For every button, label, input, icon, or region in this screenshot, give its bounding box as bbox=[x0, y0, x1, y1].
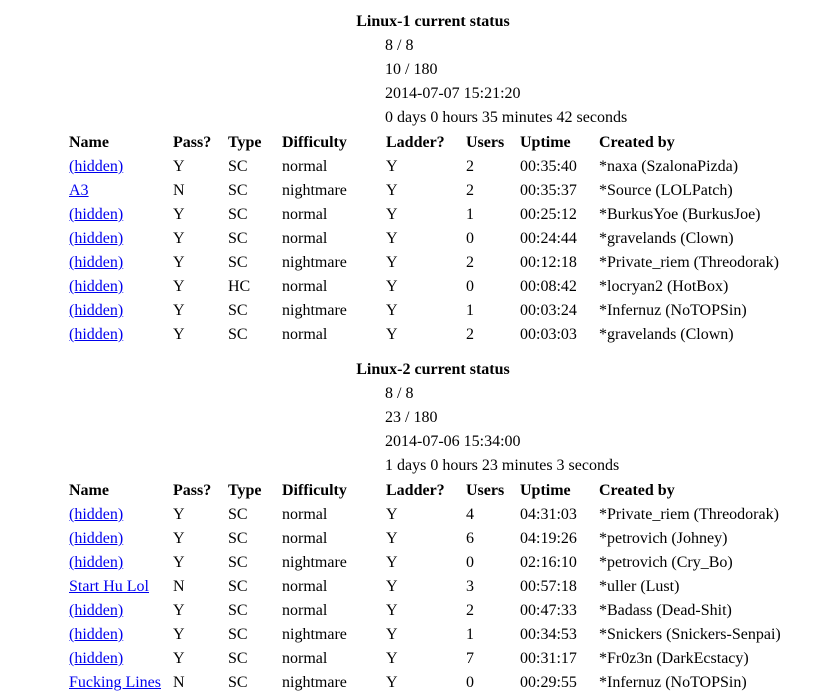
cell-type: SC bbox=[228, 530, 248, 547]
table-row bbox=[66, 647, 781, 671]
users-value: 23 / 180 bbox=[385, 409, 438, 426]
game-name-link[interactable]: (hidden) bbox=[69, 530, 124, 547]
cell-pass: Y bbox=[173, 626, 185, 643]
cell-type: SC bbox=[228, 158, 248, 175]
column-header-difficulty: Difficulty bbox=[282, 482, 347, 499]
cell-difficulty: nightmare bbox=[282, 626, 347, 643]
cell-ladder: Y bbox=[386, 254, 398, 271]
cell-pass: Y bbox=[173, 230, 185, 247]
cell-difficulty: nightmare bbox=[282, 302, 347, 319]
cell-created-by: *gravelands (Clown) bbox=[599, 326, 734, 343]
cell-pass: Y bbox=[173, 254, 185, 271]
cell-name bbox=[66, 299, 170, 323]
cell-pass: N bbox=[173, 578, 185, 595]
cell-created-by: *BurkusYoe (BurkusJoe) bbox=[599, 206, 761, 223]
cell-ladder: Y bbox=[386, 182, 398, 199]
cell-difficulty: nightmare bbox=[282, 674, 347, 691]
cell-ladder: Y bbox=[386, 650, 398, 667]
cell-type: SC bbox=[228, 182, 248, 199]
cell-type: SC bbox=[228, 602, 248, 619]
column-header-type: Type bbox=[228, 134, 262, 151]
cell-pass: Y bbox=[173, 158, 185, 175]
cell-type: SC bbox=[228, 254, 248, 271]
table-header-row bbox=[66, 479, 781, 503]
cell-type: SC bbox=[228, 626, 248, 643]
cell-uptime: 00:47:33 bbox=[520, 602, 577, 619]
cell-created-by: *Badass (Dead-Shit) bbox=[599, 602, 732, 619]
column-header-name: Name bbox=[69, 134, 109, 151]
cell-name bbox=[66, 647, 170, 671]
cell-created-by: *Source (LOLPatch) bbox=[599, 182, 733, 199]
table-row bbox=[66, 599, 781, 623]
cell-ladder: Y bbox=[386, 506, 398, 523]
online-since-value: 2014-07-07 15:21:20 bbox=[385, 85, 521, 102]
game-name-link[interactable]: (hidden) bbox=[69, 302, 124, 319]
cell-name bbox=[66, 599, 170, 623]
cell-type: SC bbox=[228, 650, 248, 667]
cell-created-by: *Private_riem (Threodorak) bbox=[599, 506, 779, 523]
cell-ladder: Y bbox=[386, 554, 398, 571]
cell-pass: Y bbox=[173, 602, 185, 619]
cell-created-by: *Fr0z3n (DarkEcstacy) bbox=[599, 650, 749, 667]
uptime-value: 1 days 0 hours 23 minutes 3 seconds bbox=[385, 457, 620, 474]
cell-uptime: 02:16:10 bbox=[520, 554, 577, 571]
cell-users: 1 bbox=[466, 302, 474, 319]
cell-ladder: Y bbox=[386, 674, 398, 691]
table-header-row bbox=[66, 131, 779, 155]
table-row bbox=[66, 503, 781, 527]
game-name-link[interactable]: (hidden) bbox=[69, 206, 124, 223]
cell-users: 3 bbox=[466, 578, 474, 595]
column-header-created-by: Created by bbox=[599, 482, 675, 499]
game-name-link[interactable]: Start Hu Lol bbox=[69, 578, 149, 595]
table-row bbox=[66, 155, 779, 179]
users-value: 10 / 180 bbox=[385, 61, 438, 78]
cell-users: 2 bbox=[466, 182, 474, 199]
cell-difficulty: normal bbox=[282, 230, 328, 247]
cell-pass: Y bbox=[173, 326, 185, 343]
cell-ladder: Y bbox=[386, 626, 398, 643]
cell-type: SC bbox=[228, 206, 248, 223]
cell-created-by: *Infernuz (NoTOPSin) bbox=[599, 674, 747, 691]
column-header-ladder: Ladder? bbox=[386, 482, 445, 499]
cell-uptime: 00:34:53 bbox=[520, 626, 577, 643]
game-name-link[interactable]: (hidden) bbox=[69, 602, 124, 619]
cell-created-by: *petrovich (Johney) bbox=[599, 530, 728, 547]
cell-difficulty: nightmare bbox=[282, 554, 347, 571]
cell-difficulty: normal bbox=[282, 158, 328, 175]
cell-name bbox=[66, 227, 170, 251]
cell-users: 6 bbox=[466, 530, 474, 547]
cell-uptime: 00:35:37 bbox=[520, 182, 577, 199]
cell-pass: N bbox=[173, 182, 185, 199]
game-name-link[interactable]: (hidden) bbox=[69, 158, 124, 175]
cell-difficulty: normal bbox=[282, 602, 328, 619]
cell-uptime: 04:19:26 bbox=[520, 530, 577, 547]
cell-ladder: Y bbox=[386, 578, 398, 595]
cell-created-by: *uller (Lust) bbox=[599, 578, 680, 595]
cell-pass: Y bbox=[173, 206, 185, 223]
cell-pass: Y bbox=[173, 530, 185, 547]
cell-ladder: Y bbox=[386, 326, 398, 343]
cell-ladder: Y bbox=[386, 278, 398, 295]
game-name-link[interactable]: (hidden) bbox=[69, 230, 124, 247]
cell-users: 0 bbox=[466, 278, 474, 295]
cell-uptime: 00:57:18 bbox=[520, 578, 577, 595]
cell-created-by: *Private_riem (Threodorak) bbox=[599, 254, 779, 271]
cell-name bbox=[66, 251, 170, 275]
cell-pass: Y bbox=[173, 302, 185, 319]
table-row bbox=[66, 551, 781, 575]
cell-users: 7 bbox=[466, 650, 474, 667]
cell-difficulty: normal bbox=[282, 650, 328, 667]
cell-name bbox=[66, 179, 170, 203]
cell-users: 2 bbox=[466, 602, 474, 619]
cell-users: 0 bbox=[466, 230, 474, 247]
table-row bbox=[66, 179, 779, 203]
column-header-name: Name bbox=[69, 482, 109, 499]
cell-uptime: 00:12:18 bbox=[520, 254, 577, 271]
cell-users: 2 bbox=[466, 254, 474, 271]
cell-uptime: 00:03:24 bbox=[520, 302, 577, 319]
column-header-ladder: Ladder? bbox=[386, 134, 445, 151]
cell-name bbox=[66, 527, 170, 551]
table-row bbox=[66, 227, 779, 251]
cell-uptime: 00:29:55 bbox=[520, 674, 577, 691]
uptime-value: 0 days 0 hours 35 minutes 42 seconds bbox=[385, 109, 628, 126]
cell-uptime: 00:35:40 bbox=[520, 158, 577, 175]
server-title: Linux-2 current status bbox=[356, 361, 510, 378]
cell-type: SC bbox=[228, 230, 248, 247]
game-name-link[interactable]: (hidden) bbox=[69, 254, 124, 271]
cell-users: 2 bbox=[466, 158, 474, 175]
table-row bbox=[66, 527, 781, 551]
cell-ladder: Y bbox=[386, 158, 398, 175]
cell-difficulty: normal bbox=[282, 326, 328, 343]
cell-pass: Y bbox=[173, 650, 185, 667]
cell-name bbox=[66, 323, 170, 347]
cell-ladder: Y bbox=[386, 530, 398, 547]
table-row bbox=[66, 299, 779, 323]
game-name-link[interactable]: A3 bbox=[69, 182, 89, 199]
game-name-link[interactable]: (hidden) bbox=[69, 278, 124, 295]
table-row bbox=[66, 275, 779, 299]
column-header-type: Type bbox=[228, 482, 262, 499]
cell-difficulty: normal bbox=[282, 578, 328, 595]
table-row bbox=[66, 671, 781, 695]
cell-type: SC bbox=[228, 674, 248, 691]
cell-ladder: Y bbox=[386, 302, 398, 319]
cell-uptime: 04:31:03 bbox=[520, 506, 577, 523]
game-name-link[interactable]: (hidden) bbox=[69, 326, 124, 343]
table-row bbox=[66, 251, 779, 275]
cell-type: SC bbox=[228, 302, 248, 319]
cell-users: 4 bbox=[466, 506, 474, 523]
cell-ladder: Y bbox=[386, 602, 398, 619]
cell-type: SC bbox=[228, 554, 248, 571]
games-table bbox=[66, 479, 781, 695]
cell-uptime: 00:25:12 bbox=[520, 206, 577, 223]
table-row bbox=[66, 323, 779, 347]
cell-name bbox=[66, 551, 170, 575]
cell-name bbox=[66, 671, 170, 695]
cell-pass: Y bbox=[173, 278, 185, 295]
cell-users: 2 bbox=[466, 326, 474, 343]
cell-name bbox=[66, 623, 170, 647]
cell-users: 0 bbox=[466, 554, 474, 571]
cell-uptime: 00:24:44 bbox=[520, 230, 577, 247]
cell-created-by: *petrovich (Cry_Bo) bbox=[599, 554, 733, 571]
column-header-uptime: Uptime bbox=[520, 134, 571, 151]
column-header-difficulty: Difficulty bbox=[282, 134, 347, 151]
cell-difficulty: normal bbox=[282, 278, 328, 295]
server-title: Linux-1 current status bbox=[356, 13, 510, 30]
game-name-link[interactable]: (hidden) bbox=[69, 506, 124, 523]
game-name-link[interactable]: Fucking Lines bbox=[69, 674, 161, 691]
cell-users: 1 bbox=[466, 206, 474, 223]
table-row bbox=[66, 203, 779, 227]
table-row bbox=[66, 575, 781, 599]
cell-difficulty: nightmare bbox=[282, 182, 347, 199]
column-header-users: Users bbox=[466, 134, 505, 151]
cell-type: SC bbox=[228, 578, 248, 595]
cell-pass: N bbox=[173, 674, 185, 691]
cell-type: SC bbox=[228, 506, 248, 523]
cell-uptime: 00:31:17 bbox=[520, 650, 577, 667]
table-row bbox=[66, 623, 781, 647]
cell-type: HC bbox=[228, 278, 251, 295]
cell-uptime: 00:03:03 bbox=[520, 326, 577, 343]
cell-uptime: 00:08:42 bbox=[520, 278, 577, 295]
cell-created-by: *locryan2 (HotBox) bbox=[599, 278, 729, 295]
cell-created-by: *Snickers (Snickers-Senpai) bbox=[599, 626, 781, 643]
cell-name bbox=[66, 203, 170, 227]
game-name-link[interactable]: (hidden) bbox=[69, 626, 124, 643]
cell-users: 0 bbox=[466, 674, 474, 691]
column-header-created-by: Created by bbox=[599, 134, 675, 151]
cell-name bbox=[66, 503, 170, 527]
column-header-uptime: Uptime bbox=[520, 482, 571, 499]
cell-created-by: *naxa (SzalonaPizda) bbox=[599, 158, 739, 175]
column-header-pass: Pass? bbox=[173, 482, 212, 499]
cell-created-by: *Infernuz (NoTOPSin) bbox=[599, 302, 747, 319]
games-value: 8 / 8 bbox=[385, 37, 414, 54]
cell-ladder: Y bbox=[386, 230, 398, 247]
cell-difficulty: normal bbox=[282, 206, 328, 223]
cell-pass: Y bbox=[173, 506, 185, 523]
cell-difficulty: normal bbox=[282, 506, 328, 523]
game-name-link[interactable]: (hidden) bbox=[69, 650, 124, 667]
games-value: 8 / 8 bbox=[385, 385, 414, 402]
game-name-link[interactable]: (hidden) bbox=[69, 554, 124, 571]
cell-pass: Y bbox=[173, 554, 185, 571]
cell-users: 1 bbox=[466, 626, 474, 643]
cell-ladder: Y bbox=[386, 206, 398, 223]
cell-name bbox=[66, 155, 170, 179]
cell-type: SC bbox=[228, 326, 248, 343]
cell-name bbox=[66, 575, 170, 599]
cell-difficulty: nightmare bbox=[282, 254, 347, 271]
online-since-value: 2014-07-06 15:34:00 bbox=[385, 433, 521, 450]
cell-name bbox=[66, 275, 170, 299]
column-header-pass: Pass? bbox=[173, 134, 212, 151]
cell-difficulty: normal bbox=[282, 530, 328, 547]
cell-created-by: *gravelands (Clown) bbox=[599, 230, 734, 247]
column-header-users: Users bbox=[466, 482, 505, 499]
games-table bbox=[66, 131, 779, 347]
